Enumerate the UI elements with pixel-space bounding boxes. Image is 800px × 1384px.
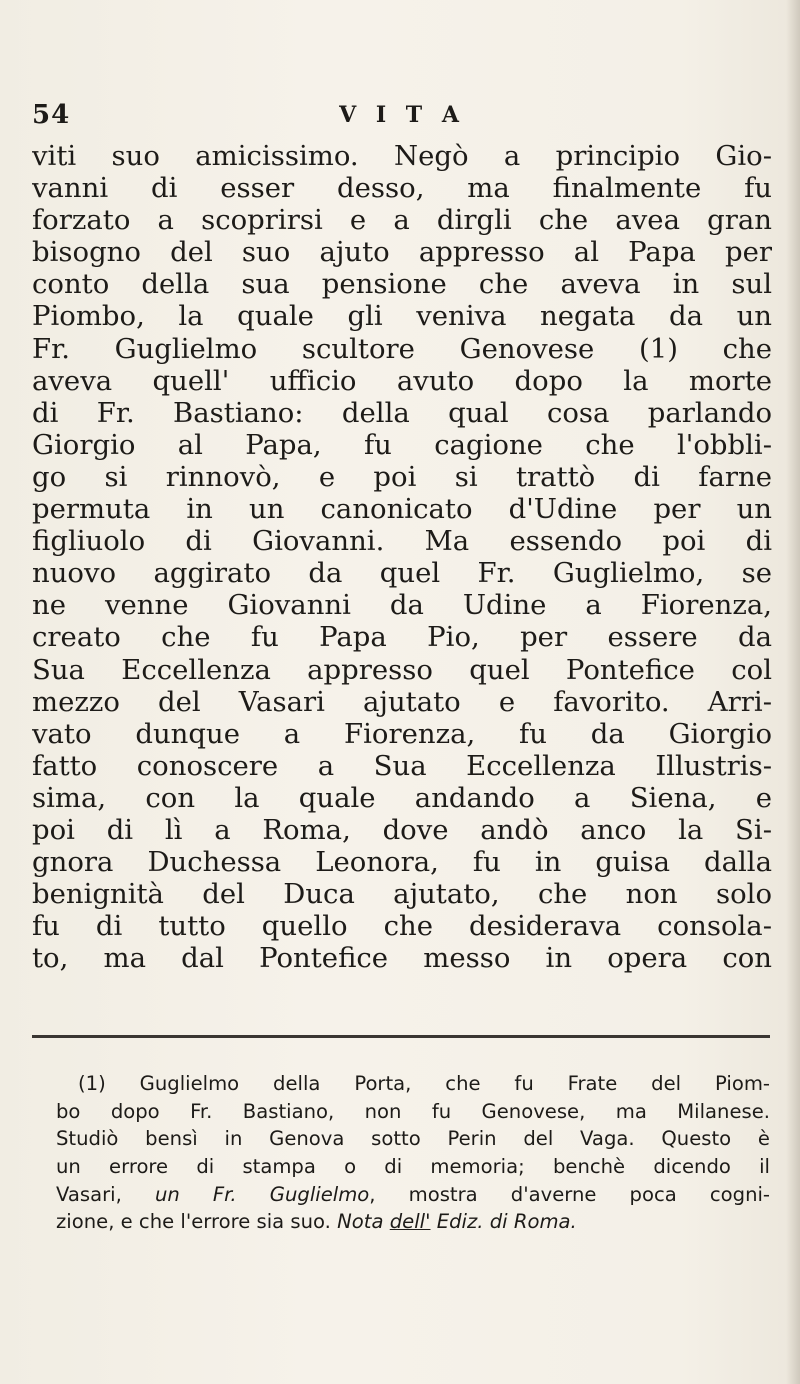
text-line: vato dunque a Fiorenza, fu da Giorgio [32, 717, 772, 750]
footnote-text: , mostra d'averne poca cogni- [369, 1182, 770, 1206]
text-line: forzato a scoprirsi e a dirgli che avea gran [32, 204, 772, 237]
footnote-line: un errore di stampa o di memoria; benchè dicendo il [56, 1155, 770, 1179]
page-gutter-shadow [786, 0, 800, 1384]
footnote-text: Vasari, [56, 1182, 155, 1206]
footnote-line: bo dopo Fr. Bastiano, non fu Genovese, ma Milanese. [56, 1099, 770, 1123]
text-line: fatto conoscere a Sua Eccellenza Illustris- [32, 749, 772, 782]
footnote-divider [32, 1035, 770, 1038]
footnote-italic-quote: un Fr. Guglielmo [154, 1182, 370, 1206]
text-line: benignità del Duca ajutato, che non solo [32, 878, 772, 911]
text-line: fu di tutto quello che desiderava consola- [32, 910, 772, 943]
text-line: permuta in un canonicato d'Udine per un [32, 493, 772, 526]
text-line: go si rinnovò, e poi si trattò di farne [32, 460, 772, 493]
text-line: viti suo amicissimo. Negò a principio Gio- [32, 140, 772, 172]
text-line: di Fr. Bastiano: della qual cosa parlando [32, 396, 772, 429]
text-line: vanni di esser desso, ma finalmente fu [32, 172, 772, 205]
text-line: bisogno del suo ajuto appresso al Papa per [32, 236, 772, 269]
main-text-block [32, 140, 772, 974]
footnote-line: Studiò bensì in Genova sotto Perin del Vaga. Questo è [56, 1127, 770, 1151]
editor-note [337, 1210, 577, 1233]
text-line: aveva quell' ufficio avuto dopo la morte [32, 364, 772, 397]
text-line: Piombo, la quale gli veniva negata da un [32, 300, 772, 333]
text-line: to, ma dal Pontefice messo in opera con [32, 942, 772, 975]
running-head: V I T A [339, 102, 465, 128]
text-line: creato che fu Papa Pio, per essere da [32, 621, 772, 654]
editor-note-underlined: dell' [389, 1210, 431, 1234]
text-line: mezzo del Vasari ajutato e favorito. Arri- [32, 685, 772, 718]
footnote-line: (1) Guglielmo della Porta, che fu Frate del Piom- [78, 1072, 770, 1095]
text-line: nuovo aggirato da quel Fr. Guglielmo, se [32, 557, 772, 590]
text-line: poi di lì a Roma, dove andò anco la Si- [32, 813, 772, 846]
footnote-text: zione, e che l'errore sia suo. [56, 1210, 338, 1234]
footnote [56, 1070, 770, 1236]
text-line: sima, con la quale andando a Siena, e [32, 781, 772, 814]
text-line: Sua Eccellenza appresso quel Pontefice col [32, 653, 772, 686]
text-line: gnora Duchessa Leonora, fu in guisa dalla [32, 846, 772, 879]
page-header [32, 100, 772, 140]
page-number: 54 [32, 100, 71, 130]
text-line: Fr. Guglielmo scultore Genovese (1) che [32, 332, 772, 365]
footnote-line [56, 1181, 770, 1209]
footnote-line [56, 1208, 770, 1236]
text-line: Giorgio al Papa, fu cagione che l'obbli- [32, 428, 772, 461]
text-line: conto della sua pensione che aveva in sul [32, 268, 772, 301]
editor-note-word: Nota [337, 1210, 384, 1234]
text-line: ne venne Giovanni da Udine a Fiorenza, [32, 589, 772, 622]
editor-note-end: Ediz. di Roma. [430, 1210, 577, 1234]
text-line: figliuolo di Giovanni. Ma essendo poi di [32, 525, 772, 558]
